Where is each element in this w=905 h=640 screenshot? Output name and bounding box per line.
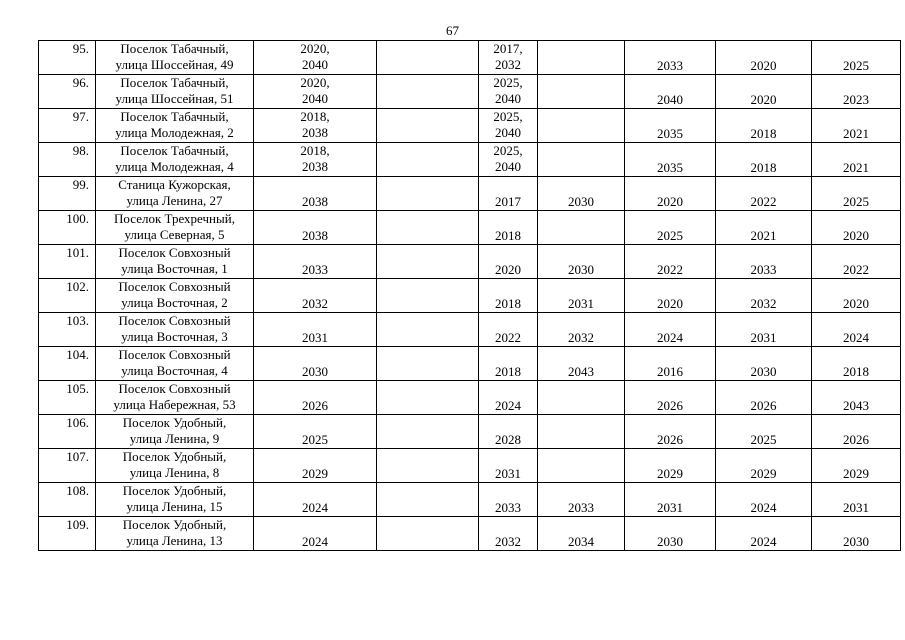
row-number-cell: 97. — [39, 109, 96, 143]
year-cell-col4 — [538, 211, 625, 245]
year-cell-col3: 2031 — [479, 449, 538, 483]
year-cell-col1: 2024 — [254, 517, 377, 551]
year-cell-col5: 2030 — [625, 517, 716, 551]
year-cell-col6: 2029 — [716, 449, 812, 483]
year-cell-col6: 2032 — [716, 279, 812, 313]
year-cell-col3: 2025, 2040 — [479, 75, 538, 109]
address-cell: Поселок Табачный, улица Шоссейная, 49 — [96, 41, 254, 75]
year-cell-col5: 2040 — [625, 75, 716, 109]
year-cell-col2 — [377, 483, 479, 517]
year-cell-col5: 2031 — [625, 483, 716, 517]
year-cell-col2 — [377, 449, 479, 483]
address-cell: Поселок Табачный, улица Молодежная, 4 — [96, 143, 254, 177]
table-row — [39, 279, 901, 313]
year-cell-col6: 2031 — [716, 313, 812, 347]
address-cell: Поселок Табачный, улица Шоссейная, 51 — [96, 75, 254, 109]
year-cell-col7: 2026 — [812, 415, 901, 449]
year-cell-col1: 2030 — [254, 347, 377, 381]
year-cell-col2 — [377, 517, 479, 551]
year-cell-col2 — [377, 415, 479, 449]
year-cell-col4 — [538, 41, 625, 75]
row-number-cell: 98. — [39, 143, 96, 177]
year-cell-col6: 2024 — [716, 483, 812, 517]
table-row — [39, 381, 901, 415]
year-cell-col7: 2021 — [812, 109, 901, 143]
row-number-cell: 101. — [39, 245, 96, 279]
year-cell-col1: 2033 — [254, 245, 377, 279]
year-cell-col7: 2025 — [812, 177, 901, 211]
year-cell-col5: 2022 — [625, 245, 716, 279]
row-number-cell: 99. — [39, 177, 96, 211]
year-cell-col5: 2029 — [625, 449, 716, 483]
table-row — [39, 143, 901, 177]
year-cell-col4: 2043 — [538, 347, 625, 381]
row-number-cell: 108. — [39, 483, 96, 517]
row-number-cell: 104. — [39, 347, 96, 381]
year-cell-col5: 2026 — [625, 381, 716, 415]
year-cell-col1: 2029 — [254, 449, 377, 483]
year-cell-col2 — [377, 245, 479, 279]
year-cell-col3: 2017 — [479, 177, 538, 211]
year-cell-col7: 2020 — [812, 279, 901, 313]
year-cell-col3: 2033 — [479, 483, 538, 517]
year-cell-col4 — [538, 449, 625, 483]
year-cell-col6: 2024 — [716, 517, 812, 551]
year-cell-col7: 2021 — [812, 143, 901, 177]
year-cell-col6: 2033 — [716, 245, 812, 279]
repair-schedule-table — [38, 40, 901, 551]
row-number-cell: 107. — [39, 449, 96, 483]
year-cell-col2 — [377, 211, 479, 245]
row-number-cell: 100. — [39, 211, 96, 245]
year-cell-col7: 2025 — [812, 41, 901, 75]
year-cell-col6: 2020 — [716, 75, 812, 109]
year-cell-col3: 2032 — [479, 517, 538, 551]
year-cell-col7: 2031 — [812, 483, 901, 517]
year-cell-col6: 2026 — [716, 381, 812, 415]
row-number-cell: 96. — [39, 75, 96, 109]
table-row — [39, 109, 901, 143]
year-cell-col1: 2018, 2038 — [254, 109, 377, 143]
year-cell-col4 — [538, 75, 625, 109]
table-row — [39, 449, 901, 483]
page-number: 67 — [446, 23, 459, 38]
year-cell-col1: 2024 — [254, 483, 377, 517]
row-number-cell: 95. — [39, 41, 96, 75]
year-cell-col4: 2031 — [538, 279, 625, 313]
year-cell-col3: 2022 — [479, 313, 538, 347]
address-cell: Поселок Удобный, улица Ленина, 15 — [96, 483, 254, 517]
year-cell-col1: 2032 — [254, 279, 377, 313]
year-cell-col5: 2026 — [625, 415, 716, 449]
address-cell: Поселок Табачный, улица Молодежная, 2 — [96, 109, 254, 143]
year-cell-col7: 2022 — [812, 245, 901, 279]
year-cell-col4 — [538, 415, 625, 449]
year-cell-col4: 2033 — [538, 483, 625, 517]
address-cell: Поселок Удобный, улица Ленина, 9 — [96, 415, 254, 449]
year-cell-col3: 2018 — [479, 279, 538, 313]
year-cell-col6: 2018 — [716, 143, 812, 177]
year-cell-col1: 2020, 2040 — [254, 75, 377, 109]
year-cell-col2 — [377, 143, 479, 177]
table-row — [39, 483, 901, 517]
year-cell-col7: 2024 — [812, 313, 901, 347]
table-row — [39, 41, 901, 75]
year-cell-col2 — [377, 41, 479, 75]
table-body — [39, 41, 901, 551]
year-cell-col6: 2020 — [716, 41, 812, 75]
table-row — [39, 75, 901, 109]
table-row — [39, 245, 901, 279]
row-number-cell: 105. — [39, 381, 96, 415]
year-cell-col7: 2020 — [812, 211, 901, 245]
year-cell-col2 — [377, 109, 479, 143]
year-cell-col1: 2038 — [254, 211, 377, 245]
address-cell: Поселок Совхозный улица Восточная, 1 — [96, 245, 254, 279]
year-cell-col3: 2024 — [479, 381, 538, 415]
address-cell: Станица Кужорская, улица Ленина, 27 — [96, 177, 254, 211]
address-cell: Поселок Трехречный, улица Северная, 5 — [96, 211, 254, 245]
year-cell-col5: 2035 — [625, 143, 716, 177]
row-number-cell: 109. — [39, 517, 96, 551]
year-cell-col3: 2028 — [479, 415, 538, 449]
address-cell: Поселок Совхозный улица Восточная, 4 — [96, 347, 254, 381]
year-cell-col3: 2018 — [479, 347, 538, 381]
year-cell-col2 — [377, 381, 479, 415]
table-row — [39, 177, 901, 211]
year-cell-col5: 2020 — [625, 177, 716, 211]
year-cell-col6: 2030 — [716, 347, 812, 381]
year-cell-col3: 2025, 2040 — [479, 143, 538, 177]
address-cell: Поселок Совхозный улица Восточная, 2 — [96, 279, 254, 313]
row-number-cell: 106. — [39, 415, 96, 449]
year-cell-col3: 2017, 2032 — [479, 41, 538, 75]
address-cell: Поселок Совхозный улица Набережная, 53 — [96, 381, 254, 415]
table-row — [39, 517, 901, 551]
table-row — [39, 347, 901, 381]
year-cell-col3: 2020 — [479, 245, 538, 279]
year-cell-col2 — [377, 279, 479, 313]
table-row — [39, 415, 901, 449]
year-cell-col4: 2030 — [538, 177, 625, 211]
year-cell-col2 — [377, 313, 479, 347]
year-cell-col1: 2026 — [254, 381, 377, 415]
year-cell-col1: 2031 — [254, 313, 377, 347]
year-cell-col2 — [377, 75, 479, 109]
year-cell-col1: 2038 — [254, 177, 377, 211]
year-cell-col7: 2018 — [812, 347, 901, 381]
year-cell-col7: 2043 — [812, 381, 901, 415]
year-cell-col7: 2030 — [812, 517, 901, 551]
year-cell-col6: 2018 — [716, 109, 812, 143]
year-cell-col4 — [538, 143, 625, 177]
year-cell-col5: 2025 — [625, 211, 716, 245]
year-cell-col6: 2022 — [716, 177, 812, 211]
year-cell-col3: 2018 — [479, 211, 538, 245]
year-cell-col5: 2033 — [625, 41, 716, 75]
year-cell-col4: 2034 — [538, 517, 625, 551]
row-number-cell: 103. — [39, 313, 96, 347]
year-cell-col7: 2029 — [812, 449, 901, 483]
year-cell-col5: 2035 — [625, 109, 716, 143]
table-row — [39, 313, 901, 347]
year-cell-col7: 2023 — [812, 75, 901, 109]
year-cell-col3: 2025, 2040 — [479, 109, 538, 143]
address-cell: Поселок Совхозный улица Восточная, 3 — [96, 313, 254, 347]
year-cell-col1: 2025 — [254, 415, 377, 449]
year-cell-col5: 2016 — [625, 347, 716, 381]
year-cell-col4 — [538, 381, 625, 415]
address-cell: Поселок Удобный, улица Ленина, 8 — [96, 449, 254, 483]
year-cell-col5: 2024 — [625, 313, 716, 347]
year-cell-col1: 2018, 2038 — [254, 143, 377, 177]
year-cell-col2 — [377, 347, 479, 381]
address-cell: Поселок Удобный, улица Ленина, 13 — [96, 517, 254, 551]
year-cell-col6: 2021 — [716, 211, 812, 245]
year-cell-col6: 2025 — [716, 415, 812, 449]
year-cell-col4: 2032 — [538, 313, 625, 347]
year-cell-col4: 2030 — [538, 245, 625, 279]
table-row — [39, 211, 901, 245]
year-cell-col2 — [377, 177, 479, 211]
year-cell-col4 — [538, 109, 625, 143]
year-cell-col1: 2020, 2040 — [254, 41, 377, 75]
year-cell-col5: 2020 — [625, 279, 716, 313]
row-number-cell: 102. — [39, 279, 96, 313]
